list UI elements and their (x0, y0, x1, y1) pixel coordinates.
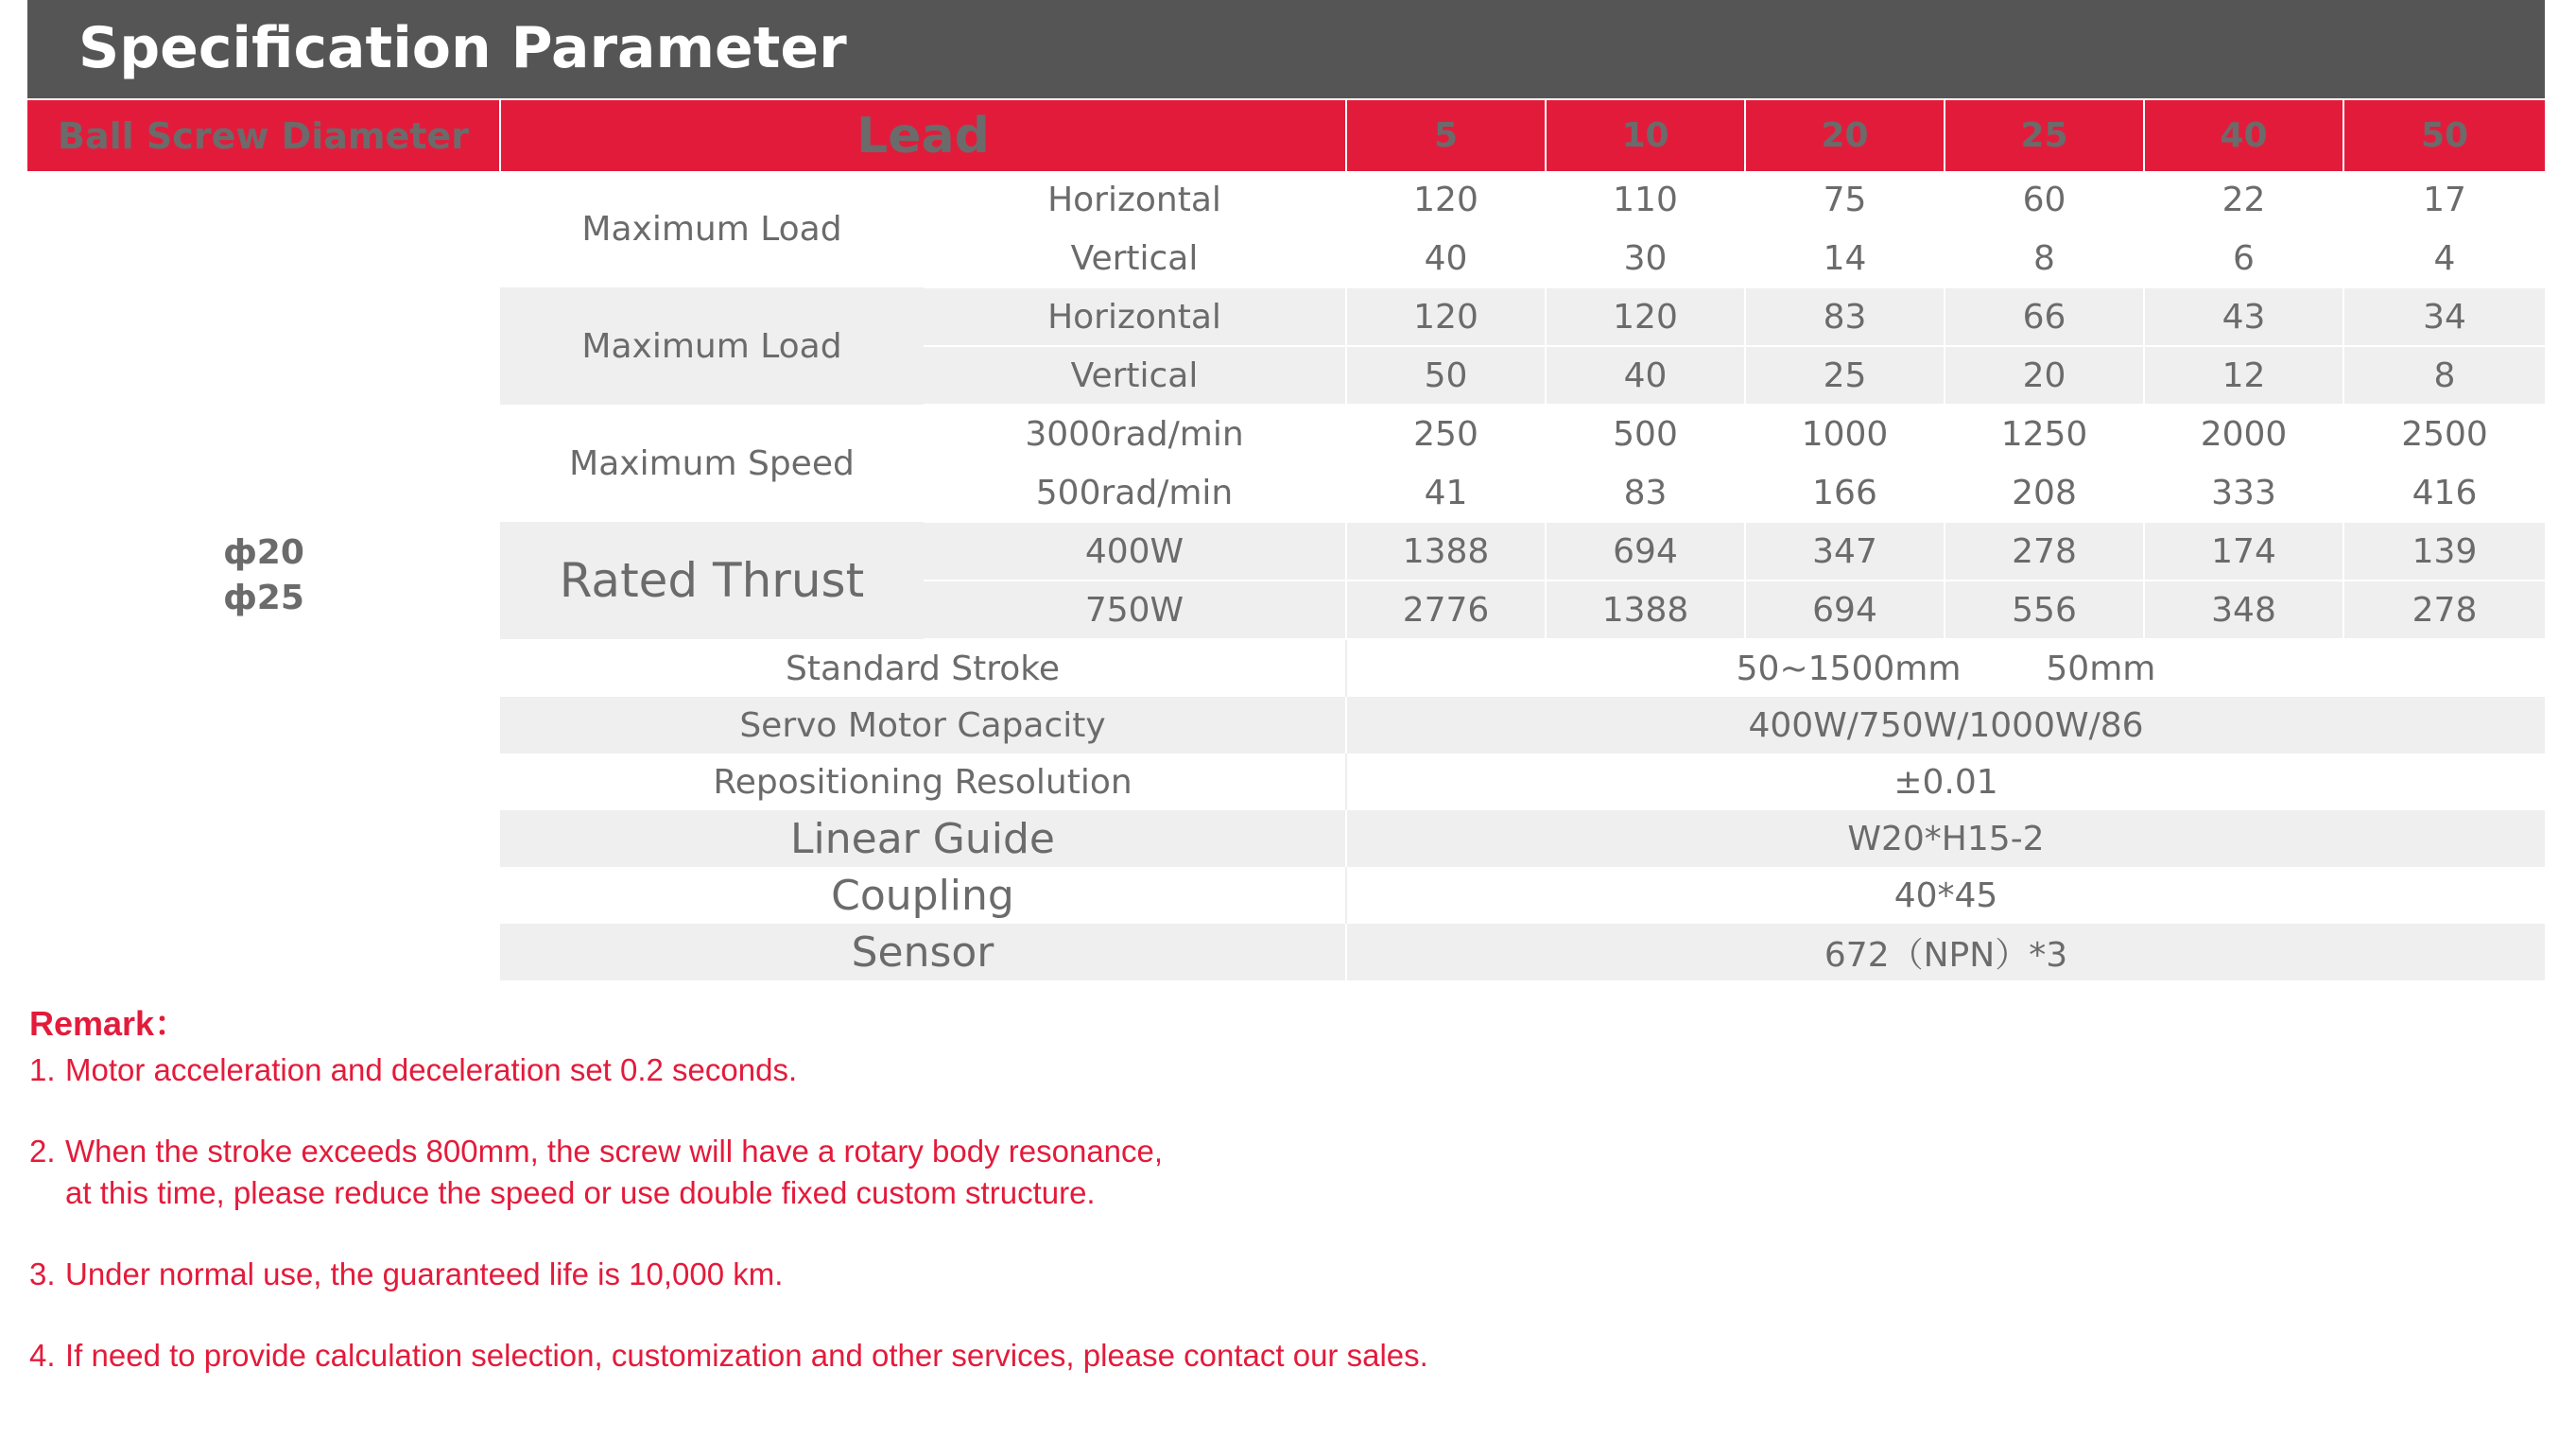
note-text: Motor acceleration and deceleration set 0.2 seconds. (65, 1052, 798, 1087)
value-cell: 75 (1745, 171, 1945, 229)
value-cell: 347 (1745, 522, 1945, 580)
value-cell: 34 (2343, 287, 2545, 346)
group-label: Maximum Load (500, 287, 924, 405)
value-cell: 83 (1546, 463, 1745, 522)
value-cell: 30 (1546, 229, 1745, 287)
value-cell: 60 (1945, 171, 2144, 229)
remark-note (29, 1131, 1428, 1214)
ball-screw-diameter-header: Ball Screw Diameter (27, 100, 500, 171)
value-cell: 694 (1546, 522, 1745, 580)
value-cell: 2500 (2343, 405, 2545, 463)
lead-value-header: 25 (1945, 100, 2144, 171)
remark-note (29, 1049, 1428, 1091)
standard-stroke-value (1346, 639, 2545, 697)
value-cell: 66 (1945, 287, 2144, 346)
sub-label: Horizontal (924, 287, 1346, 346)
note-text: at this time, please reduce the speed or use double fixed custom structure. (65, 1175, 1096, 1210)
note-text: If need to provide calculation selection, customization and other services, please contact our sales. (65, 1338, 1428, 1373)
value-cell: 166 (1745, 463, 1945, 522)
value-cell: 556 (1945, 580, 2144, 639)
value-cell: 1000 (1745, 405, 1945, 463)
servo-motor-capacity-value: 400W/750W/1000W/86 (1346, 697, 2545, 754)
remark-note (29, 1254, 1428, 1295)
value-cell: 2000 (2144, 405, 2343, 463)
lead-value-header: 40 (2144, 100, 2343, 171)
note-number: 3. (29, 1256, 56, 1291)
value-cell: 139 (2343, 522, 2545, 580)
value-cell: 41 (1346, 463, 1546, 522)
value-cell: 2776 (1346, 580, 1546, 639)
value-cell: 278 (1945, 522, 2144, 580)
value-cell: 333 (2144, 463, 2343, 522)
value-cell: 1250 (1945, 405, 2144, 463)
value-cell: 174 (2144, 522, 2343, 580)
sub-label: 500rad/min (924, 463, 1346, 522)
value-cell: 8 (1945, 229, 2144, 287)
value-cell: 348 (2144, 580, 2343, 639)
note-number: 4. (29, 1338, 56, 1373)
lead-value-header: 20 (1745, 100, 1945, 171)
value-cell: 500 (1546, 405, 1745, 463)
value-cell: 20 (1945, 346, 2144, 405)
value-cell: 14 (1745, 229, 1945, 287)
servo-motor-capacity-label: Servo Motor Capacity (500, 697, 1346, 754)
value-cell: 278 (2343, 580, 2545, 639)
sub-label: Vertical (924, 229, 1346, 287)
group-label: Maximum Speed (500, 405, 924, 522)
spec-table (27, 100, 2545, 980)
page-title: Specification Parameter (78, 15, 847, 81)
sub-label: Horizontal (924, 171, 1346, 229)
standard-stroke-label: Standard Stroke (500, 639, 1346, 697)
title-bar (27, 0, 2545, 98)
value-cell: 416 (2343, 463, 2545, 522)
sub-label: 750W (924, 580, 1346, 639)
value-cell: 694 (1745, 580, 1945, 639)
value-cell: 250 (1346, 405, 1546, 463)
remark-title: Remark： (29, 1004, 189, 1043)
value-cell: 120 (1546, 287, 1745, 346)
value-cell: 120 (1346, 171, 1546, 229)
value-cell: 43 (2144, 287, 2343, 346)
value-cell: 50 (1346, 346, 1546, 405)
note-text: When the stroke exceeds 800mm, the screw will have a rotary body resonance, (65, 1134, 1164, 1169)
value-cell: 120 (1346, 287, 1546, 346)
value-cell: 4 (2343, 229, 2545, 287)
lead-value-header: 5 (1346, 100, 1546, 171)
value-cell: 83 (1745, 287, 1945, 346)
value-cell: 40 (1346, 229, 1546, 287)
sub-label: 400W (924, 522, 1346, 580)
remark-notes (29, 1049, 1428, 1416)
header-row (27, 100, 2545, 171)
standard-stroke-range: 50~1500mm (1736, 649, 1962, 688)
lead-value-header: 50 (2343, 100, 2545, 171)
table-row (27, 171, 2545, 229)
note-number: 2. (29, 1134, 56, 1169)
coupling-value: 40*45 (1346, 867, 2545, 924)
sensor-label: Sensor (500, 924, 1346, 980)
remark-note (29, 1335, 1428, 1377)
linear-guide-label: Linear Guide (500, 810, 1346, 867)
value-cell: 12 (2144, 346, 2343, 405)
value-cell: 25 (1745, 346, 1945, 405)
value-cell: 1388 (1346, 522, 1546, 580)
value-cell: 110 (1546, 171, 1745, 229)
value-cell: 40 (1546, 346, 1745, 405)
sub-label: Vertical (924, 346, 1346, 405)
diameter-line: ф20 (223, 533, 304, 572)
sub-label: 3000rad/min (924, 405, 1346, 463)
sensor-value: 672（NPN）*3 (1346, 924, 2545, 980)
repositioning-resolution-label: Repositioning Resolution (500, 754, 1346, 810)
repositioning-resolution-value: ±0.01 (1346, 754, 2545, 810)
note-text: Under normal use, the guaranteed life is 10,000 km. (65, 1256, 784, 1291)
standard-stroke-step: 50mm (2046, 649, 2156, 688)
lead-header: Lead (500, 100, 1346, 171)
value-cell: 8 (2343, 346, 2545, 405)
group-label: Maximum Load (500, 171, 924, 287)
value-cell: 22 (2144, 171, 2343, 229)
value-cell: 6 (2144, 229, 2343, 287)
note-number: 1. (29, 1052, 56, 1087)
coupling-label: Coupling (500, 867, 1346, 924)
group-label: Rated Thrust (500, 522, 924, 639)
diameter-line: ф25 (223, 579, 304, 617)
value-cell: 1388 (1546, 580, 1745, 639)
linear-guide-value: W20*H15-2 (1346, 810, 2545, 867)
value-cell: 17 (2343, 171, 2545, 229)
diameter-cell (27, 171, 500, 980)
lead-value-header: 10 (1546, 100, 1745, 171)
value-cell: 208 (1945, 463, 2144, 522)
